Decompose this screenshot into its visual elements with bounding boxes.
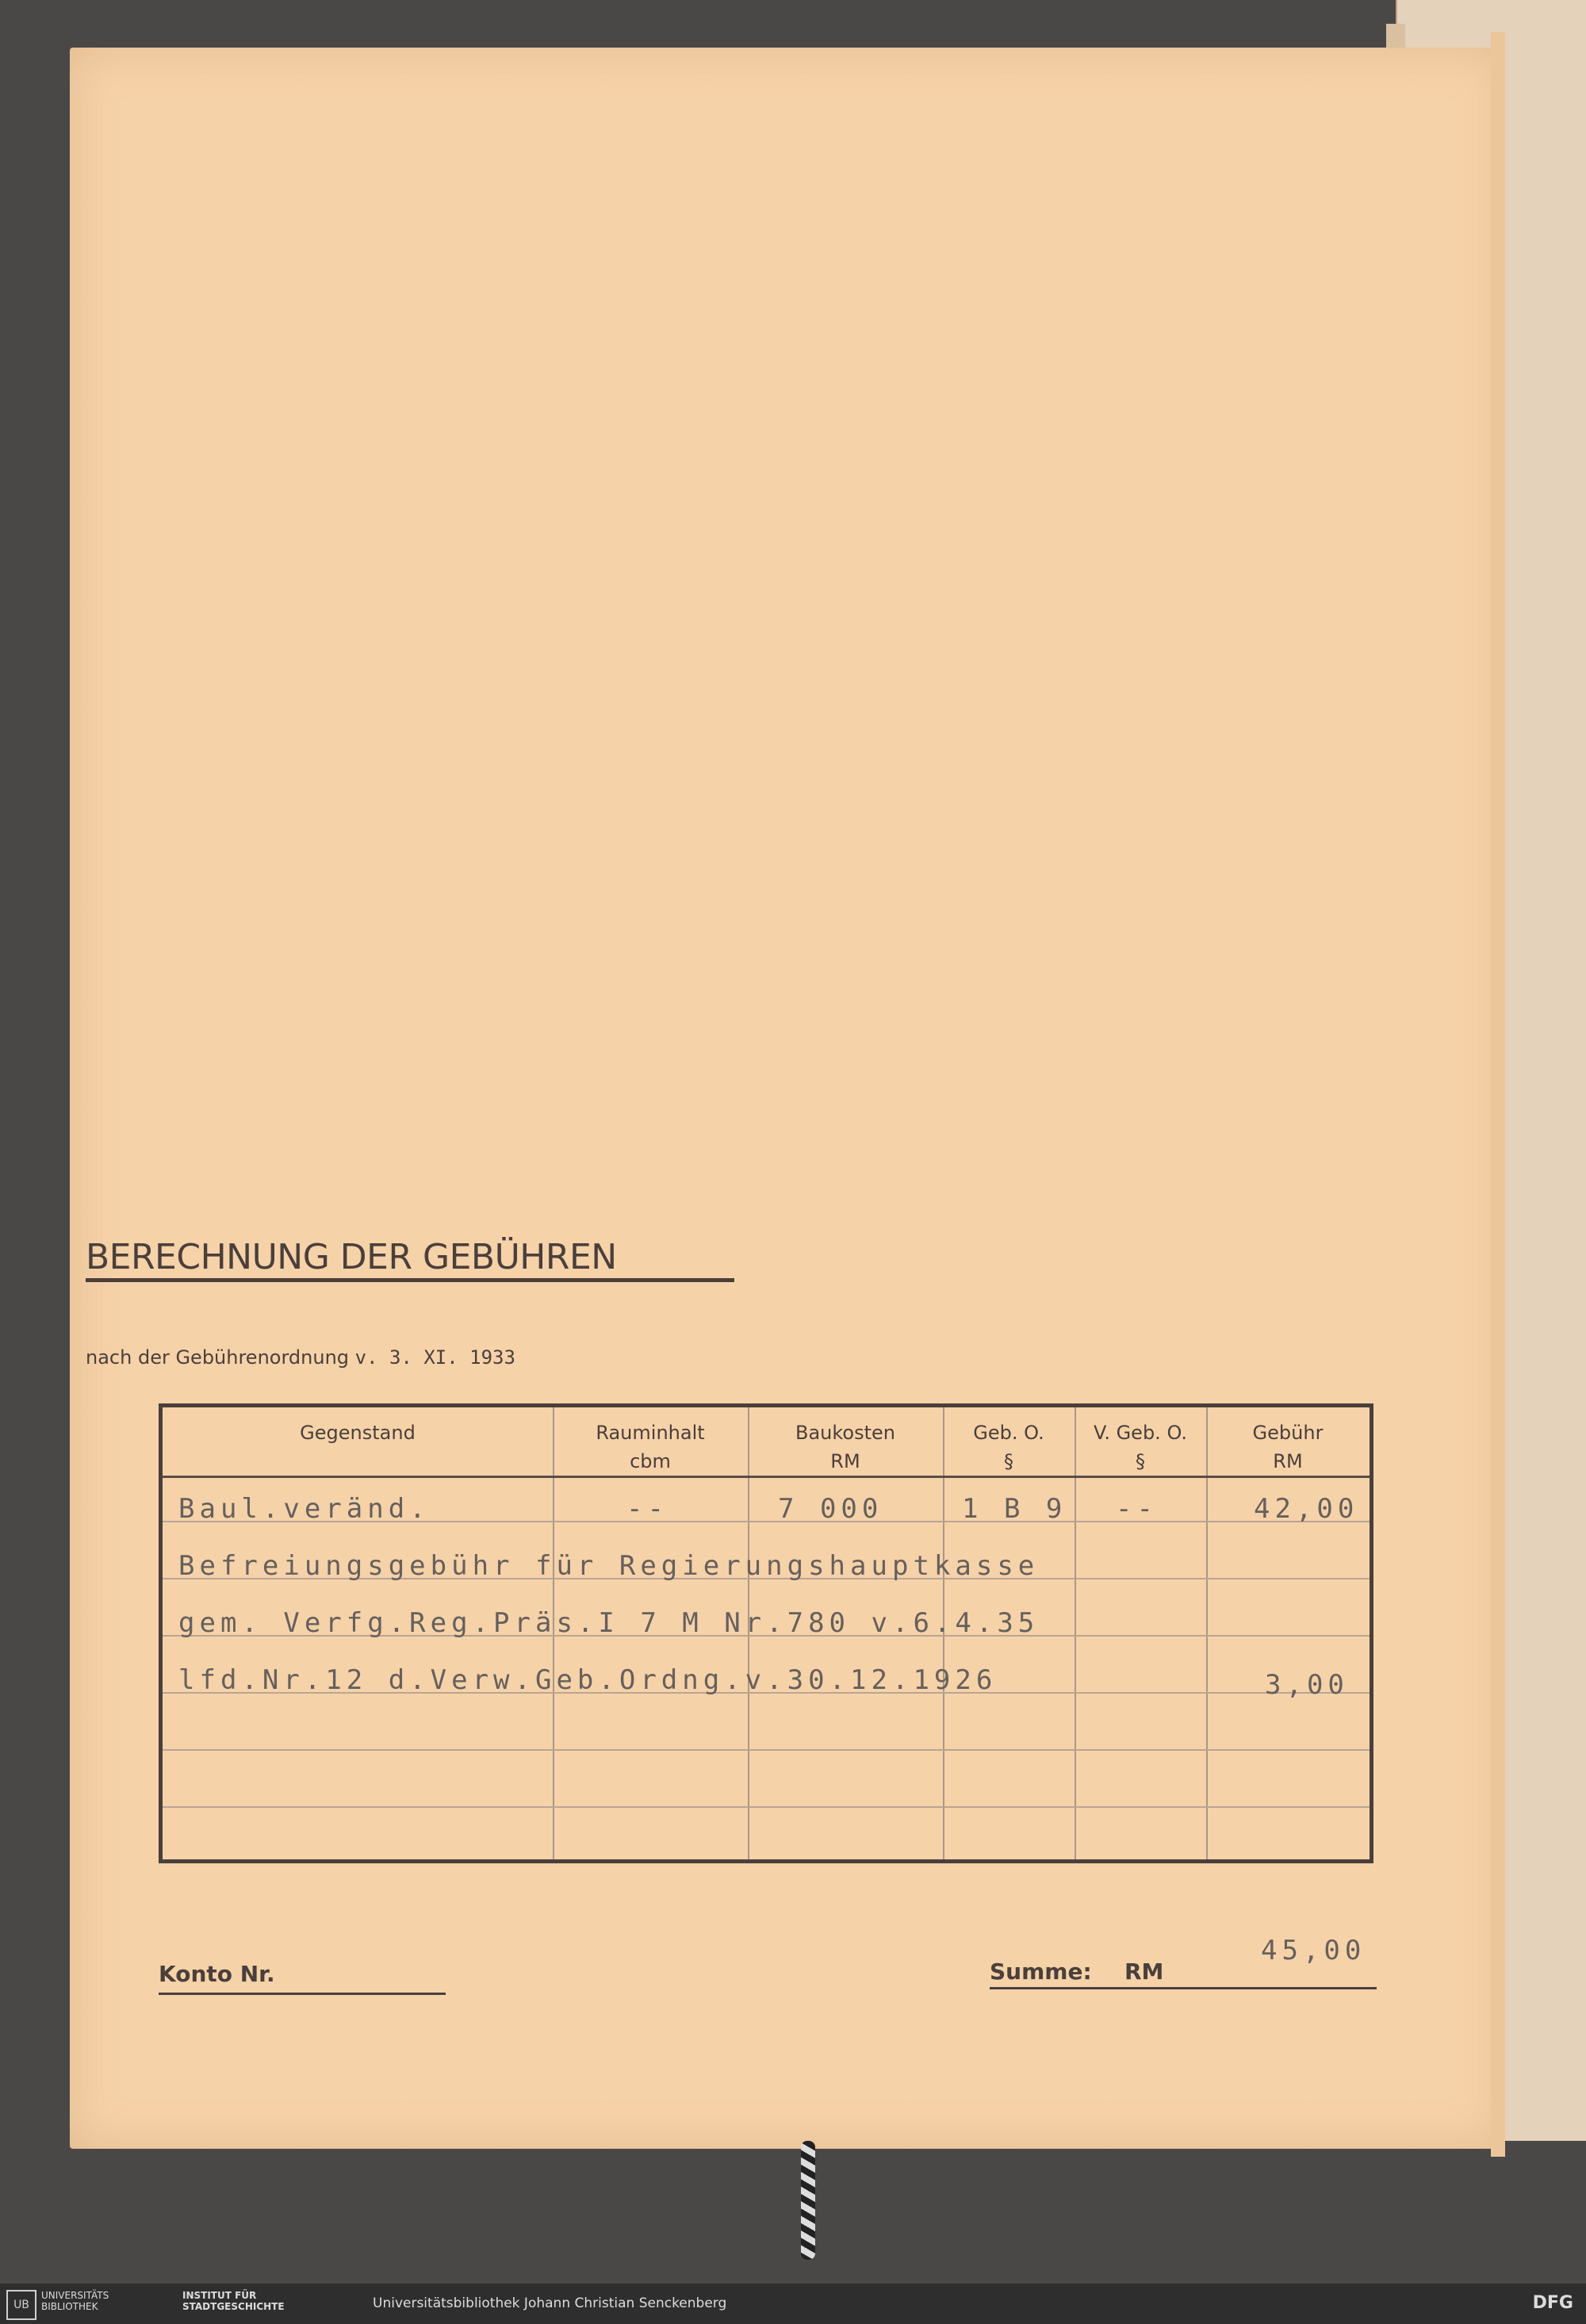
header-baukosten <box>748 1419 943 1476</box>
header-label: Rauminhalt <box>596 1422 705 1444</box>
konto-label: Konto Nr. <box>159 1961 275 1987</box>
row1-gegenstand: Baul.veränd. <box>178 1493 431 1525</box>
institut-text: INSTITUT FÜR STADTGESCHICHTE <box>182 2290 285 2312</box>
row1-gebuehr: 42,00 <box>1254 1493 1359 1525</box>
library-name: Universitätsbibliothek Johann Christian Senckenberg <box>373 2295 727 2311</box>
header-unit: RM <box>1273 1450 1303 1472</box>
row1-baukosten: 7 000 <box>778 1493 883 1525</box>
row-line <box>163 1806 1370 1808</box>
row-line <box>163 1749 1370 1751</box>
subtitle-date: v. 3. XI. 1933 <box>354 1346 515 1369</box>
subtitle-text: nach der Gebührenordnung <box>86 1346 350 1369</box>
konto-line <box>159 1993 446 1995</box>
header-rule <box>163 1476 1370 1478</box>
row1-v-geb-o: -- <box>1116 1493 1158 1525</box>
header-rauminhalt <box>553 1419 748 1476</box>
header-unit: cbm <box>630 1450 671 1472</box>
document-heading: BERECHNUNG DER GEBÜHREN <box>86 1237 617 1277</box>
header-geb-o <box>943 1419 1075 1476</box>
summe-currency: RM <box>1124 1958 1164 1985</box>
row2-text: Befreiungsgebühr für Regierungshauptkasse <box>178 1550 1040 1582</box>
ub-text: UNIVERSITÄTS BIBLIOTHEK <box>41 2290 109 2312</box>
header-label: Baukosten <box>795 1422 895 1444</box>
header-gebuehr <box>1206 1419 1370 1476</box>
archive-footer-bar <box>0 2284 1586 2324</box>
ub-logo-icon: UB <box>6 2290 36 2320</box>
header-v-geb-o <box>1075 1419 1206 1476</box>
paper-fold <box>1491 32 1505 2157</box>
row3-text: gem. Verfg.Reg.Präs.I 7 M Nr.780 v.6.4.35 <box>178 1607 1040 1639</box>
header-label: Geb. O. <box>973 1422 1044 1444</box>
summe-label: Summe: <box>990 1958 1092 1985</box>
dfg-logo: DFG <box>1532 2293 1573 2313</box>
header-label: Gebühr <box>1252 1422 1324 1444</box>
heading-underline <box>86 1278 734 1282</box>
header-unit: RM <box>830 1450 860 1472</box>
fee-table <box>159 1403 1373 1863</box>
row1-geb-o: 1 B 9 <box>962 1493 1067 1525</box>
header-gegenstand <box>163 1419 553 1447</box>
header-unit: § <box>1004 1450 1013 1472</box>
header-label: V. Geb. O. <box>1094 1422 1187 1444</box>
row4-gebuehr: 3,00 <box>1265 1669 1349 1701</box>
summe-line <box>990 1987 1377 1989</box>
summe-value: 45,00 <box>1261 1935 1366 1966</box>
header-unit: § <box>1136 1450 1145 1472</box>
binding-string <box>801 2141 815 2260</box>
row4-text: lfd.Nr.12 d.Verw.Geb.Ordng.v.30.12.1926 <box>178 1664 998 1696</box>
row1-rauminhalt: -- <box>626 1493 668 1525</box>
document-subtitle <box>86 1346 515 1369</box>
header-label: Gegenstand <box>300 1422 416 1444</box>
